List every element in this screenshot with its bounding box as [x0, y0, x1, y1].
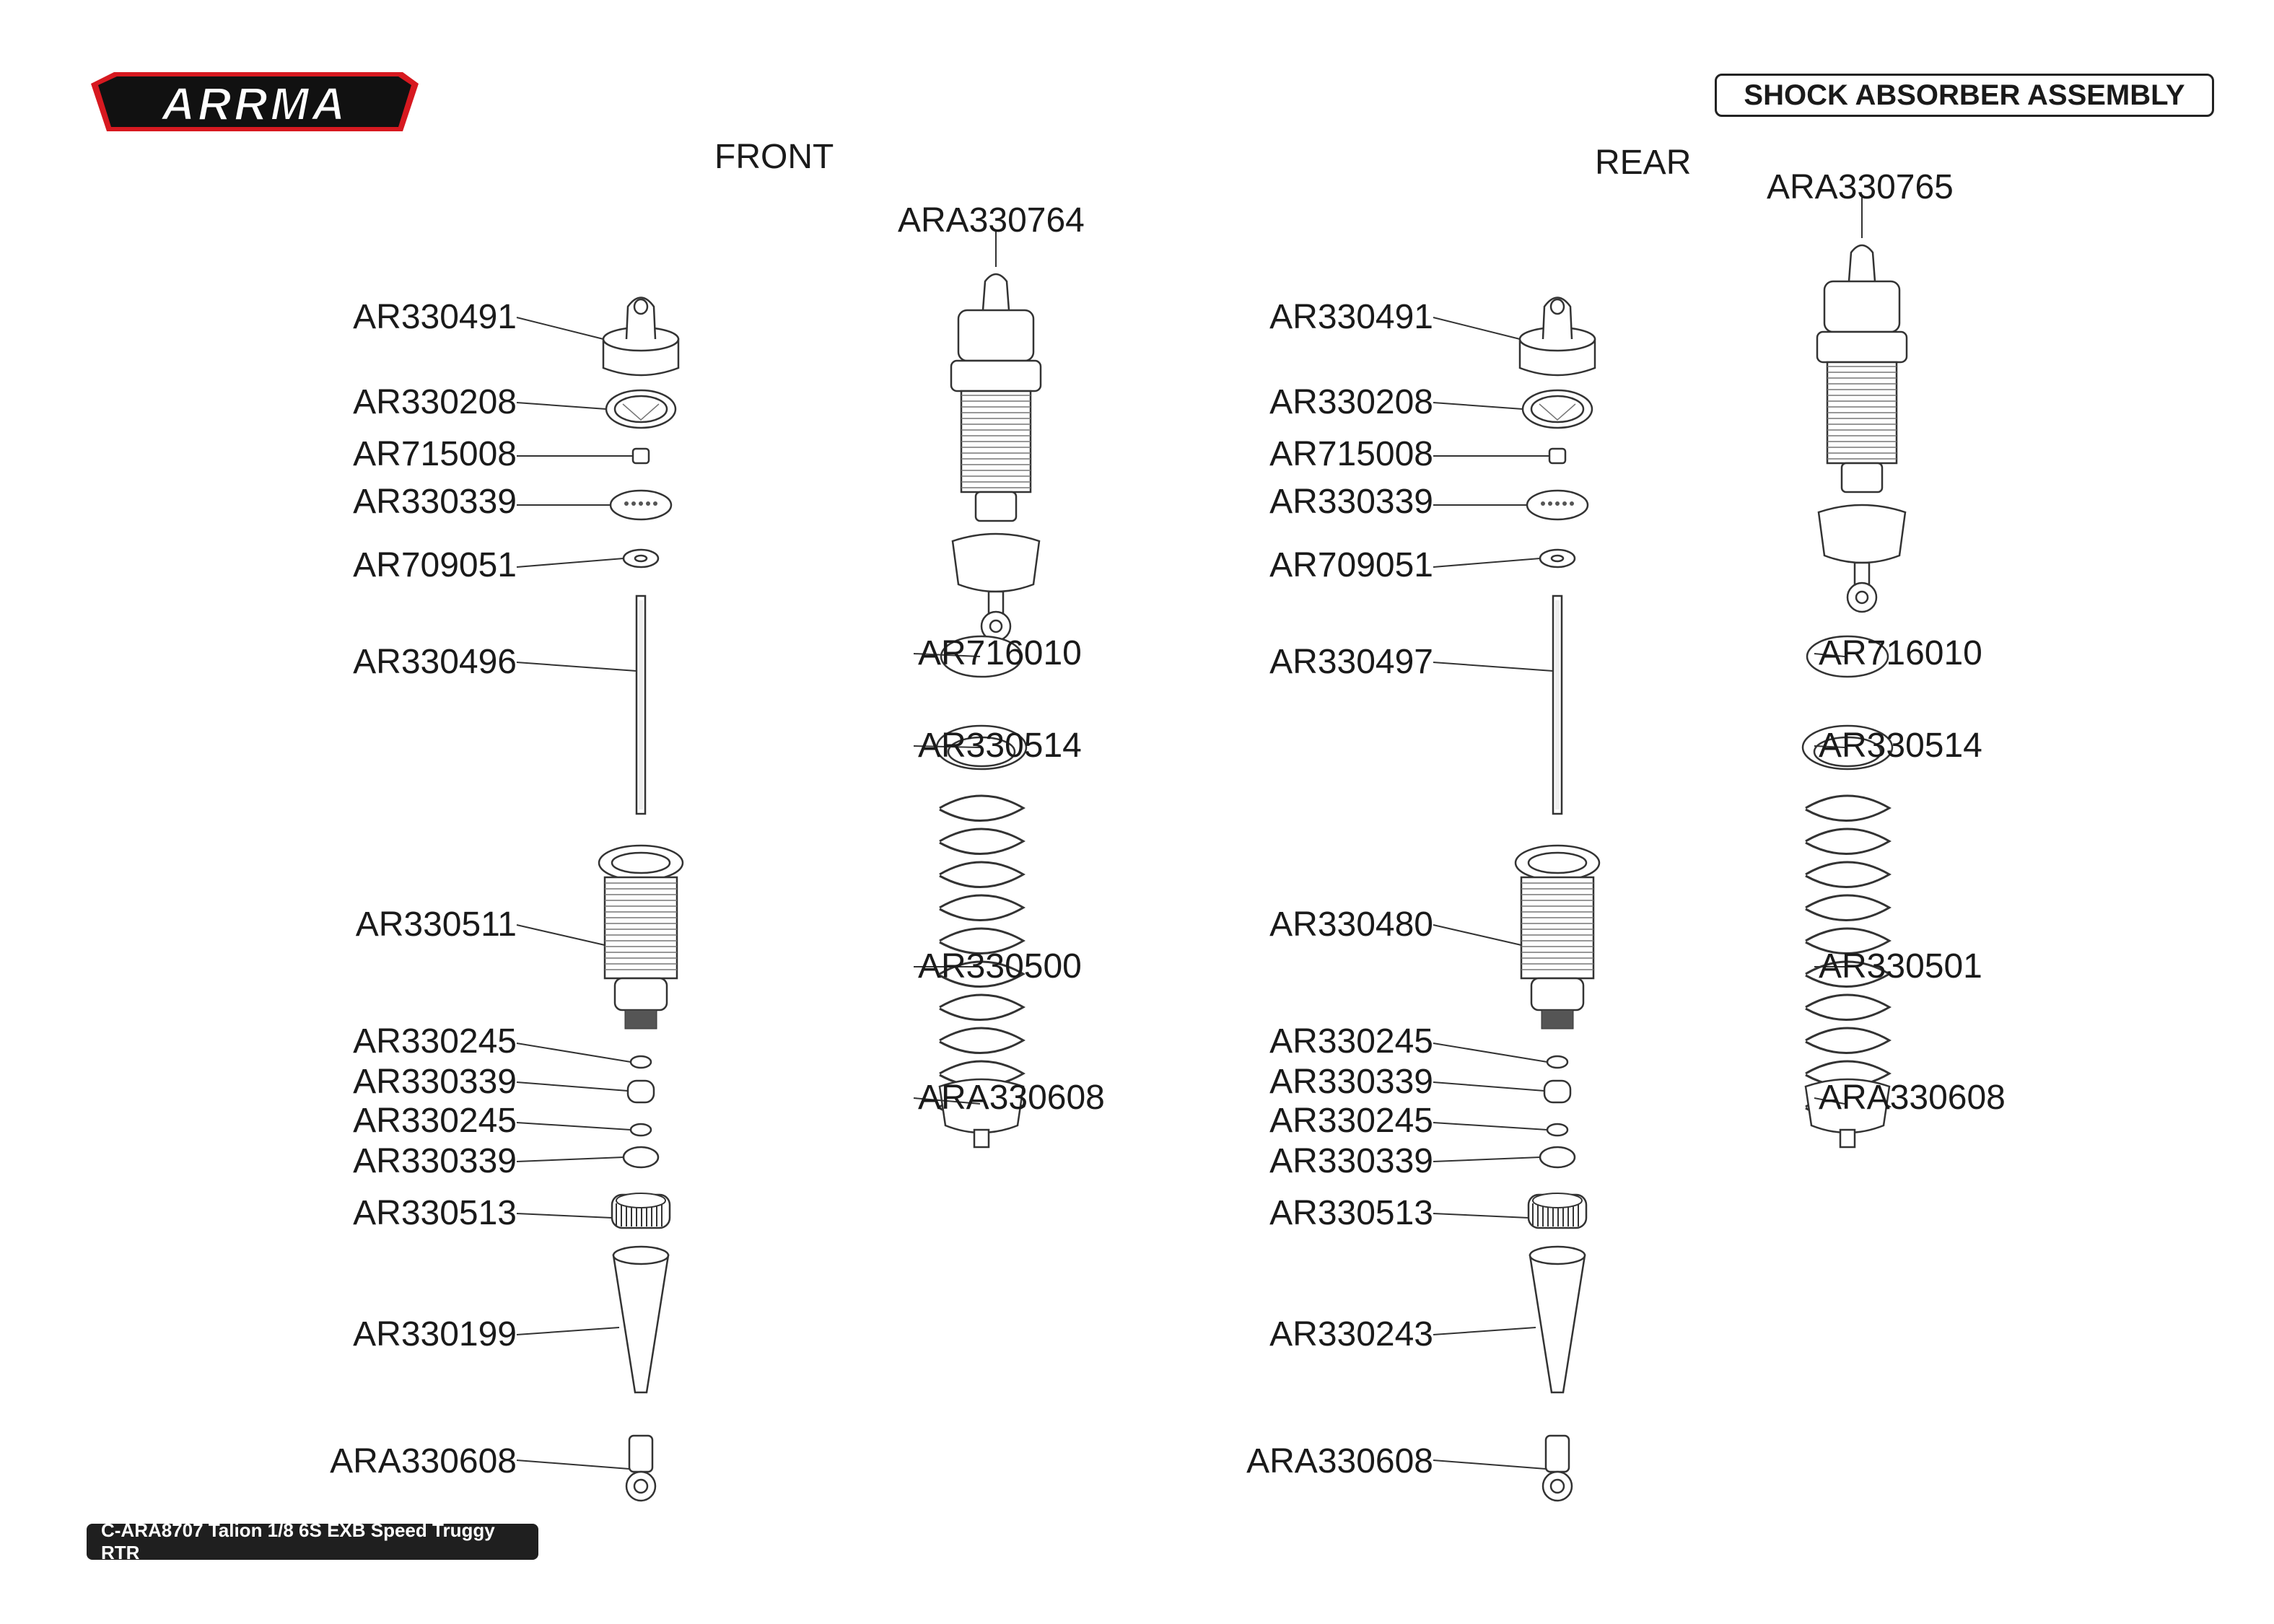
washer	[1540, 550, 1575, 567]
front-oring2-label: AR330245	[353, 1102, 517, 1140]
rear-spring-oring-label: AR716010	[1819, 634, 1982, 672]
front-spacer1-label: AR330339	[353, 1063, 517, 1101]
rear-oring1-label: AR330245	[1269, 1022, 1433, 1061]
shock-body	[599, 846, 683, 1029]
front-boot-label: AR330199	[353, 1315, 517, 1353]
rear-rod-end-label: ARA330608	[1246, 1442, 1433, 1480]
front-assembled-label: ARA330764	[898, 201, 1085, 240]
front-collar-label: AR330514	[918, 727, 1082, 765]
front-shaft-label: AR330496	[353, 643, 517, 681]
rear-boot-label: AR330243	[1269, 1315, 1433, 1353]
bladder	[606, 390, 675, 428]
rear-bladder-label: AR330208	[1269, 383, 1433, 421]
front-washer-label: AR709051	[353, 546, 517, 584]
front-bottom-cap-label: AR330513	[353, 1194, 517, 1232]
rear-collar-label: AR330514	[1819, 727, 1982, 765]
nut	[1549, 449, 1565, 463]
nut	[633, 449, 649, 463]
front-retainer-label: ARA330608	[918, 1079, 1105, 1117]
o-ring	[631, 1124, 651, 1136]
rear-spacer1-label: AR330339	[1269, 1063, 1433, 1101]
front-body-label: AR330511	[355, 905, 517, 944]
piston	[1527, 491, 1588, 519]
bottom-cap	[612, 1193, 670, 1228]
o-ring	[1547, 1124, 1567, 1136]
rear-nut-label: AR715008	[1269, 435, 1433, 473]
front-shock-parts	[599, 274, 1041, 1501]
piston	[611, 491, 671, 519]
model-footer-tag: C-ARA8707 Talion 1/8 6S EXB Speed Truggy RTR	[87, 1524, 538, 1560]
rear-retainer-label: ARA330608	[1819, 1079, 2006, 1117]
rear-spacer2-label: AR330339	[1269, 1142, 1433, 1180]
rear-assembled-label: ARA330765	[1767, 168, 1954, 206]
shock-cap	[603, 298, 678, 376]
shock-body	[1516, 846, 1599, 1029]
spacer	[1540, 1147, 1575, 1167]
spacer	[628, 1081, 654, 1102]
o-ring	[631, 1056, 651, 1068]
front-rod-end-label: ARA330608	[330, 1442, 517, 1480]
shock-cap	[1520, 298, 1595, 376]
rod-end	[626, 1436, 655, 1501]
rear-piston-label: AR330339	[1269, 483, 1433, 521]
rear-shock-parts	[1516, 245, 1907, 1501]
bottom-cap	[1529, 1193, 1586, 1228]
spacer	[1544, 1081, 1570, 1102]
svg-text:ARRMA: ARRMA	[161, 78, 349, 130]
dust-boot	[1530, 1247, 1585, 1392]
front-bladder-label: AR330208	[353, 383, 517, 421]
rod-end	[1543, 1436, 1572, 1501]
rear-oring2-label: AR330245	[1269, 1102, 1433, 1140]
washer	[624, 550, 658, 567]
spacer	[624, 1147, 658, 1167]
rear-bottom-cap-label: AR330513	[1269, 1194, 1433, 1232]
rear-heading: REAR	[1595, 144, 1692, 182]
front-spring-oring-label: AR716010	[918, 634, 1082, 672]
rear-body-label: AR330480	[1269, 905, 1433, 944]
leader-lines	[517, 196, 1862, 1469]
assembled-shock	[951, 274, 1041, 641]
front-cap-label: AR330491	[353, 298, 517, 336]
front-nut-label: AR715008	[353, 435, 517, 473]
front-oring1-label: AR330245	[353, 1022, 517, 1061]
arrma-logo	[85, 69, 424, 136]
rear-cap-label: AR330491	[1269, 298, 1433, 336]
rear-shaft-label: AR330497	[1269, 643, 1433, 681]
front-spring-label: AR330500	[918, 947, 1082, 986]
front-heading: FRONT	[714, 138, 834, 176]
rear-spring-label: AR330501	[1819, 947, 1982, 986]
front-piston-label: AR330339	[353, 483, 517, 521]
dust-boot	[613, 1247, 668, 1392]
page-title: SHOCK ABSORBER ASSEMBLY	[1715, 74, 2214, 117]
assembled-shock	[1817, 245, 1907, 612]
front-spacer2-label: AR330339	[353, 1142, 517, 1180]
rear-washer-label: AR709051	[1269, 546, 1433, 584]
bladder	[1523, 390, 1592, 428]
o-ring	[1547, 1056, 1567, 1068]
